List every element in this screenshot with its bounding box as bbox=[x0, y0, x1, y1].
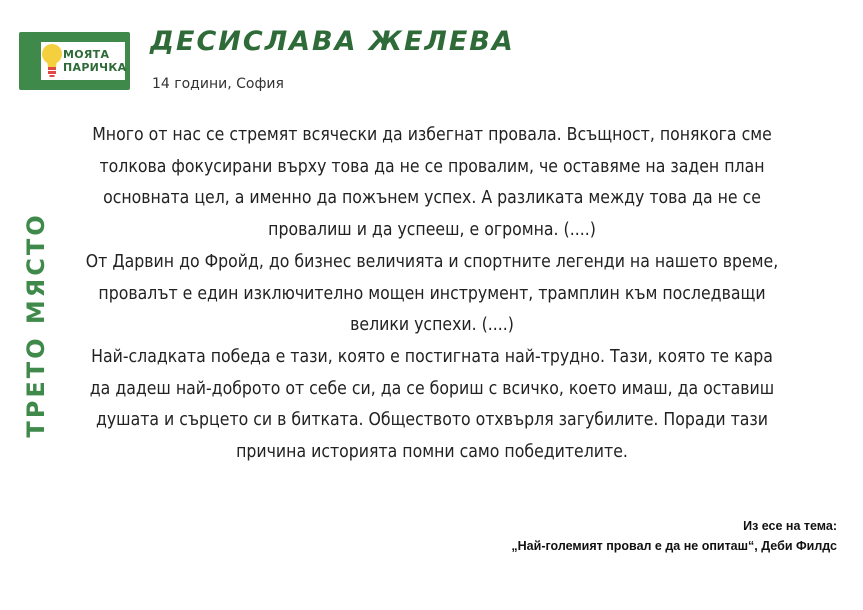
source-intro: Из есе на тема: bbox=[743, 519, 837, 533]
essay-source bbox=[511, 516, 837, 556]
author-name: ДЕСИСЛАВА ЖЕЛЕВА bbox=[150, 26, 515, 57]
logo-text-line1: МОЯТА bbox=[63, 48, 110, 61]
essay-paragraph: От Дарвин до Фройд, до бизнес величията и спортните легенди на нашето време, провалът е един изключително мощен инструмент, трамплин към последващи велики успехи. (....) bbox=[85, 251, 779, 336]
essay-text bbox=[82, 120, 782, 469]
essay-paragraph: Най-сладката победа е тази, която е постигната най-трудно. Тази, която те кара да дадеш най-доброто от себе си, да се бориш с всичко, което имаш, да оставиш душата и сърцето си в битката. Обществото отхвърля загубилите. Поради тази причина историята помни само победителите. bbox=[89, 346, 775, 463]
logo bbox=[19, 32, 130, 90]
essay-paragraph: Много от нас се стремят всячески да избегнат провала. Всъщност, понякога сме толкова фокусирани върху това да не се провалим, че оставяме на заден план основната цел, а именно да пожънем успех. А разликата между това да не се провалиш и да успееш, е огромна. (....) bbox=[92, 125, 772, 241]
source-title: „Най-големият провал е да не опиташ“, Деби Филдс bbox=[511, 539, 837, 553]
lightbulb-icon bbox=[41, 42, 65, 82]
place-label: ТРЕТО МЯСТО bbox=[22, 212, 50, 438]
author-age-city: 14 години, София bbox=[152, 76, 284, 92]
logo-text-line2: ПАРИЧКА bbox=[63, 61, 127, 74]
